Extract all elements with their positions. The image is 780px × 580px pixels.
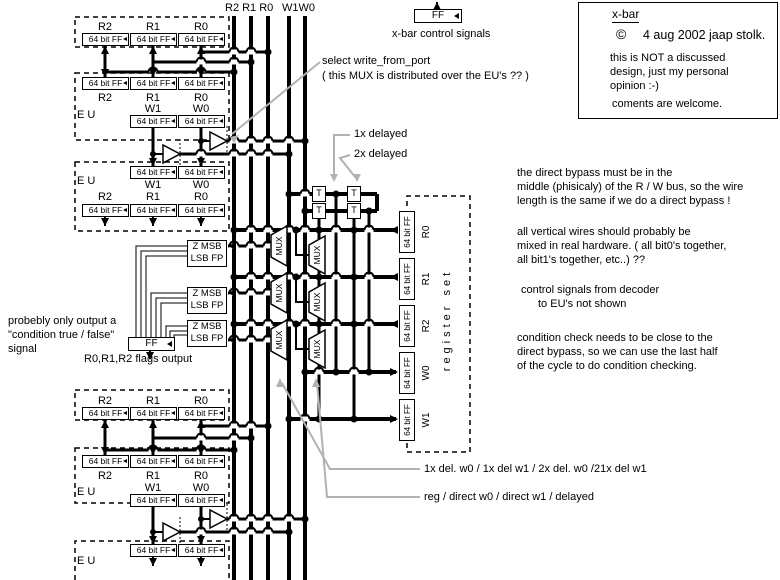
- reg-label: R1: [145, 92, 161, 104]
- ff-box: 64 bit FF: [82, 455, 129, 468]
- reg-label: R2: [97, 395, 113, 407]
- title-box-note2: design, just my personal: [610, 66, 729, 78]
- reg-label: R2: [97, 21, 113, 33]
- condition-check-box: Z MSB LSB FP: [187, 287, 227, 314]
- note-control-signals-line2: to EU's not shown: [538, 298, 627, 310]
- mux-label: MUX: [274, 330, 284, 350]
- note-direct-bypass-line3: length is the same if we do a direct bypass !: [517, 195, 731, 207]
- reg-label: R0: [193, 395, 209, 407]
- note-vertical-wires-line1: all vertical wires should probably be: [517, 226, 691, 238]
- ff-box: 64 bit FF: [178, 494, 225, 507]
- register-name: W1: [421, 412, 432, 428]
- reg-label: R0: [193, 191, 209, 203]
- mux-label: MUX: [312, 292, 322, 312]
- reg-label: R2: [97, 92, 113, 104]
- select-write-note-line2: ( this MUX is distributed over the EU's ?? ): [322, 70, 529, 82]
- xbar-control-caption: x-bar control signals: [392, 28, 491, 40]
- reg-label: R1: [145, 470, 161, 482]
- register-name: R0: [421, 225, 432, 239]
- ff-box: 64 bit FF: [130, 77, 177, 90]
- mux-label: MUX: [312, 339, 322, 359]
- ff-box: 64 bit FF: [178, 77, 225, 90]
- reg-label: W0: [192, 103, 210, 115]
- flags-note-line2: "condition true / false": [8, 329, 115, 341]
- eu-label: E U: [77, 486, 96, 498]
- reg-label: W1: [144, 179, 162, 191]
- ff-box: 64 bit FF: [82, 77, 129, 90]
- register-ff-box: 64 bit FF: [399, 399, 415, 441]
- reg-label: W0: [192, 482, 210, 494]
- note-direct-bypass-line2: middle (phisicaly) of the R / W bus, so the wire: [517, 181, 744, 193]
- title-box-title: x-bar: [612, 7, 640, 21]
- bus-label-w-group: W1W0: [282, 2, 315, 14]
- bottom-note-delays: 1x del. w0 / 1x del w1 / 2x del. w0 /21x del w1: [424, 463, 647, 475]
- delay-note-2x: 2x delayed: [354, 148, 408, 160]
- ff-box: 64 bit FF: [130, 166, 177, 179]
- register-name: R1: [421, 272, 432, 286]
- note-control-signals-line1: control signals from decoder: [521, 284, 660, 296]
- ff-box: 64 bit FF: [82, 204, 129, 217]
- flags-ff-box: [128, 337, 175, 351]
- ff-box: 64 bit FF: [178, 455, 225, 468]
- register-set-title: register set: [441, 268, 453, 372]
- copyright-icon: ©: [616, 26, 627, 42]
- register-ff-box: 64 bit FF: [399, 211, 415, 253]
- ff-box: 64 bit FF: [178, 115, 225, 128]
- title-box: [578, 2, 778, 119]
- condition-check-box: Z MSB LSB FP: [187, 240, 227, 267]
- title-box-note1: this is NOT a discussed: [610, 52, 726, 64]
- condition-check-box: Z MSB LSB FP: [187, 320, 227, 347]
- reg-label: W0: [192, 179, 210, 191]
- clock-notch-icon: [454, 13, 459, 19]
- ff-box: 64 bit FF: [130, 455, 177, 468]
- flags-output-caption: R0,R1,R2 flags output: [84, 353, 193, 365]
- ff-box: 64 bit FF: [178, 204, 225, 217]
- note-condition-check-line3: of the cycle to do condition checking.: [517, 360, 697, 372]
- title-box-note3: opinion :-): [610, 80, 659, 92]
- xbar-control-ff-label: FF: [431, 10, 445, 21]
- register-ff-box: 64 bit FF: [399, 352, 415, 394]
- note-condition-check-line1: condition check needs to be close to the: [517, 332, 713, 344]
- flags-note-line3: signal: [8, 343, 37, 355]
- flags-ff-label: FF: [145, 338, 158, 349]
- ff-box: 64 bit FF: [82, 407, 129, 420]
- note-vertical-wires-line2: mixed in real hardware. ( all bit0's together,: [517, 240, 727, 252]
- ff-box: 64 bit FF: [178, 407, 225, 420]
- delay-t-box: T: [347, 203, 361, 219]
- eu-label: E U: [77, 109, 96, 121]
- register-name: R2: [421, 319, 432, 333]
- reg-label: R2: [97, 470, 113, 482]
- mux-label: MUX: [274, 236, 284, 256]
- ff-box: 64 bit FF: [130, 204, 177, 217]
- ff-box: 64 bit FF: [82, 33, 129, 46]
- ff-box: 64 bit FF: [130, 544, 177, 557]
- note-direct-bypass-line1: the direct bypass must be in the: [517, 167, 673, 179]
- eu-label: E U: [77, 175, 96, 187]
- reg-label: R1: [145, 21, 161, 33]
- register-ff-box: 64 bit FF: [399, 258, 415, 300]
- ff-box: 64 bit FF: [130, 407, 177, 420]
- ff-box: 64 bit FF: [178, 166, 225, 179]
- ff-box: 64 bit FF: [130, 494, 177, 507]
- delay-t-box: T: [347, 186, 361, 202]
- ff-box: 64 bit FF: [178, 544, 225, 557]
- note-vertical-wires-line3: all bit1's together, etc..) ??: [517, 254, 646, 266]
- register-ff-box: 64 bit FF: [399, 305, 415, 347]
- delay-note-1x: 1x delayed: [354, 128, 408, 140]
- flags-note-line1: probebly only output a: [8, 315, 117, 327]
- reg-label: R1: [145, 395, 161, 407]
- clock-notch-icon: [167, 341, 172, 347]
- mux-label: MUX: [274, 283, 284, 303]
- reg-label: R0: [193, 92, 209, 104]
- xbar-control-ff-box: [414, 9, 462, 23]
- eu-label: E U: [77, 555, 96, 567]
- reg-label: R0: [193, 21, 209, 33]
- mux-label: MUX: [312, 245, 322, 265]
- title-box-note4: coments are welcome.: [612, 98, 723, 110]
- ff-box: 64 bit FF: [130, 33, 177, 46]
- delay-t-box: T: [312, 186, 326, 202]
- reg-label: W1: [144, 482, 162, 494]
- reg-label: R2: [97, 191, 113, 203]
- ff-box: 64 bit FF: [178, 33, 225, 46]
- ff-box: 64 bit FF: [130, 115, 177, 128]
- select-write-note-line1: select write_from_port: [322, 55, 431, 67]
- reg-label: W1: [144, 103, 162, 115]
- title-box-date: 4 aug 2002 jaap stolk.: [643, 28, 766, 42]
- delay-t-box: T: [312, 203, 326, 219]
- note-condition-check-line2: direct bypass, so we can use the last half: [517, 346, 718, 358]
- bus-label-r-group: R2 R1 R0: [225, 2, 274, 14]
- reg-label: R1: [145, 191, 161, 203]
- reg-label: R0: [193, 470, 209, 482]
- bottom-note-sources: reg / direct w0 / direct w1 / delayed: [424, 491, 594, 503]
- register-name: W0: [421, 365, 432, 381]
